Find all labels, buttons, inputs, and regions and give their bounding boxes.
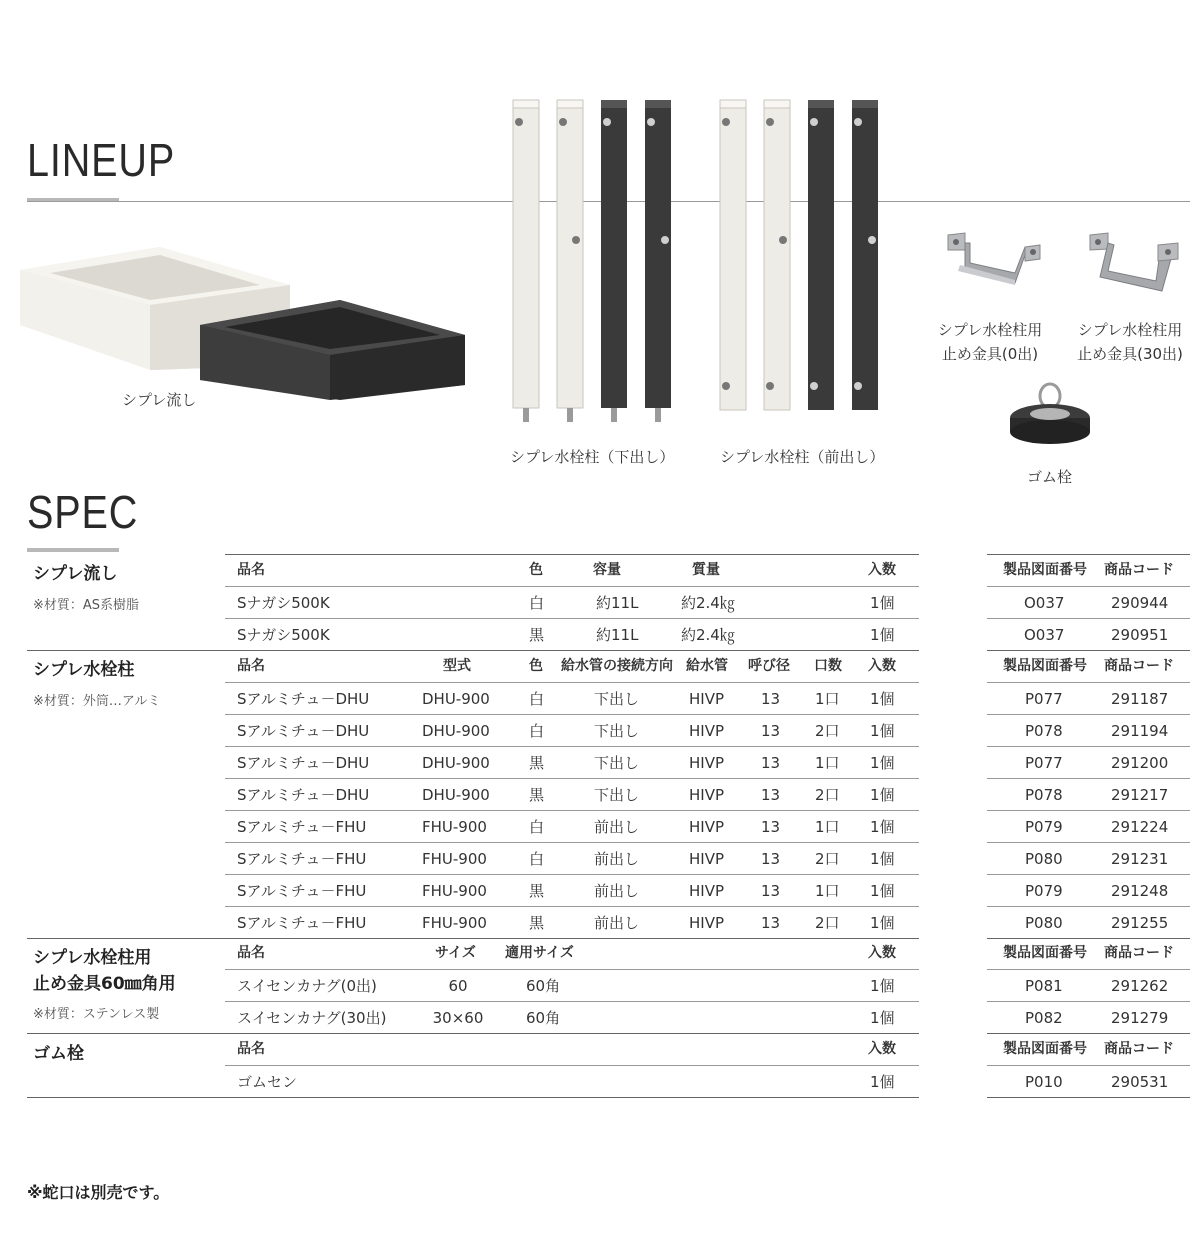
cell-model: FHU-900 (422, 914, 487, 932)
post-front-caption: シプレ水栓柱（前出し） (720, 448, 885, 466)
group-sink-note: ※材質：AS系樹脂 (33, 598, 140, 613)
cell-model: FHU-900 (422, 882, 487, 900)
cell-ports: 1口 (815, 690, 840, 708)
cell-color: 白 (529, 690, 545, 708)
cell-drawing: P079 (1025, 882, 1063, 900)
col-fit: 適用サイズ (505, 945, 574, 961)
col-name: 品名 (237, 658, 265, 674)
cell-color: 白 (529, 850, 545, 868)
bracket-0-caption-line1: シプレ水栓柱用 (937, 321, 1043, 339)
post-white-4 (764, 100, 790, 410)
cell-size: 13 (761, 914, 781, 932)
col-drawing: 製品図面番号 (1003, 945, 1087, 961)
cell-model: FHU-900 (422, 818, 487, 836)
table-header-row (0, 650, 1200, 682)
cell-qty: 1個 (870, 594, 895, 612)
cell-ports: 2口 (815, 850, 840, 868)
col-color: 色 (529, 658, 543, 674)
cell-size: 13 (761, 754, 781, 772)
cell-fit: 60角 (526, 977, 561, 995)
cell-pipe: HIVP (689, 722, 725, 740)
table-row (0, 843, 1200, 875)
table-row (0, 875, 1200, 907)
cell-model: DHU-900 (422, 690, 490, 708)
cell-direction: 前出し (594, 850, 640, 868)
cell-name: Sアルミチュ－FHU (237, 850, 367, 868)
cell-code: 291194 (1111, 722, 1169, 740)
cell-color: 黒 (529, 786, 545, 804)
col-model: 型式 (443, 658, 471, 674)
group-plug-title: ゴム栓 (33, 1044, 84, 1064)
sink-illustration (10, 245, 480, 405)
col-qty: 入数 (868, 658, 896, 674)
cell-qty: 1個 (870, 626, 895, 644)
col-size: 呼び径 (748, 658, 790, 674)
cell-fit: 60角 (526, 1009, 561, 1027)
cell-ports: 1口 (815, 754, 840, 772)
cell-code: 291262 (1111, 977, 1169, 995)
cell-drawing: P078 (1025, 786, 1063, 804)
cell-capacity: 約11L (596, 594, 639, 612)
cell-code: 290944 (1111, 594, 1169, 612)
cell-name: Sアルミチュ－DHU (237, 786, 370, 804)
col-ports: 口数 (814, 658, 842, 674)
cell-pipe: HIVP (689, 914, 725, 932)
cell-size: 30×60 (432, 1009, 484, 1027)
table-row (0, 970, 1200, 1002)
table-header-row (0, 937, 1200, 969)
bracket-30-caption (1060, 318, 1200, 366)
cell-qty: 1個 (870, 722, 895, 740)
cell-name: スイセンカナグ(30出) (237, 1009, 387, 1027)
cell-qty: 1個 (870, 882, 895, 900)
spec-title: SPEC (27, 486, 139, 538)
cell-mass: 約2.4㎏ (681, 626, 735, 644)
col-code: 商品コード (1104, 1041, 1174, 1057)
cell-drawing: O037 (1024, 594, 1065, 612)
col-size: サイズ (435, 945, 476, 961)
cell-code: 290951 (1111, 626, 1169, 644)
group-post-title: シプレ水栓柱 (33, 660, 135, 680)
cell-code: 291255 (1111, 914, 1169, 932)
cell-code: 291217 (1111, 786, 1169, 804)
col-pipe: 給水管 (686, 658, 728, 674)
cell-color: 白 (529, 594, 545, 612)
cell-model: DHU-900 (422, 754, 490, 772)
cell-drawing: P080 (1025, 914, 1063, 932)
cell-code: 291231 (1111, 850, 1169, 868)
rubber-plug-illustration (1002, 378, 1092, 458)
post-black-2 (645, 100, 671, 422)
cell-drawing: P081 (1025, 977, 1063, 995)
post-black-1 (601, 100, 627, 422)
col-mass: 質量 (692, 562, 720, 578)
cell-code: 291187 (1111, 690, 1169, 708)
cell-direction: 下出し (594, 754, 640, 772)
bracket-0-caption-line2: 止め金具(0出) (941, 345, 1039, 363)
plug-caption: ゴム栓 (1027, 468, 1073, 486)
cell-name: Sアルミチュ－DHU (237, 690, 370, 708)
table-row (0, 619, 1200, 651)
table-header-row (0, 1033, 1200, 1065)
cell-code: 291200 (1111, 754, 1169, 772)
col-qty: 入数 (868, 1041, 896, 1057)
cell-pipe: HIVP (689, 786, 725, 804)
cell-drawing: P010 (1025, 1073, 1063, 1091)
cell-name: スイセンカナグ(0出) (237, 977, 377, 995)
col-code: 商品コード (1104, 945, 1174, 961)
bracket-30-caption-line2: 止め金具(30出) (1077, 345, 1183, 363)
cell-color: 黒 (529, 914, 545, 932)
table-right-bottom-rule (987, 1097, 1190, 1098)
col-direction: 給水管の接続方向 (561, 658, 673, 674)
cell-code: 291248 (1111, 882, 1169, 900)
col-qty: 入数 (868, 562, 896, 578)
table-row (0, 811, 1200, 843)
cell-size: 13 (761, 690, 781, 708)
col-name: 品名 (237, 1041, 265, 1057)
cell-pipe: HIVP (689, 818, 725, 836)
table-bottom-rule (27, 1097, 919, 1098)
cell-size: 60 (448, 977, 468, 995)
cell-drawing: P080 (1025, 850, 1063, 868)
cell-model: DHU-900 (422, 722, 490, 740)
bracket-0-caption (920, 318, 1060, 366)
group-bracket-title-line1: シプレ水栓柱用 (33, 948, 152, 968)
post-down-caption: シプレ水栓柱（下出し） (510, 448, 675, 466)
cell-color: 黒 (529, 754, 545, 772)
post-white-3 (720, 100, 746, 410)
group-bracket-note: ※材質：ステンレス製 (33, 1007, 160, 1022)
sink-caption: シプレ流し (122, 391, 197, 409)
table-row (0, 683, 1200, 715)
cell-ports: 1口 (815, 882, 840, 900)
cell-size: 13 (761, 818, 781, 836)
cell-qty: 1個 (870, 1073, 895, 1091)
group-post-note: ※材質：外筒…アルミ (33, 694, 161, 709)
cell-ports: 1口 (815, 818, 840, 836)
cell-name: Sナガシ500K (237, 626, 330, 644)
col-capacity: 容量 (593, 562, 621, 578)
col-code: 商品コード (1104, 658, 1174, 674)
cell-ports: 2口 (815, 914, 840, 932)
cell-direction: 前出し (594, 818, 640, 836)
bracket-0-illustration (940, 225, 1060, 295)
cell-name: Sアルミチュ－DHU (237, 722, 370, 740)
cell-color: 黒 (529, 882, 545, 900)
cell-color: 白 (529, 722, 545, 740)
col-name: 品名 (237, 945, 265, 961)
cell-drawing: P078 (1025, 722, 1063, 740)
col-name: 品名 (237, 562, 265, 578)
col-code: 商品コード (1104, 562, 1174, 578)
cell-qty: 1個 (870, 818, 895, 836)
cell-ports: 2口 (815, 722, 840, 740)
cell-direction: 前出し (594, 882, 640, 900)
post-black-4 (852, 100, 878, 410)
table-row (0, 779, 1200, 811)
cell-name: Sアルミチュ－FHU (237, 914, 367, 932)
cell-size: 13 (761, 850, 781, 868)
table-row (0, 907, 1200, 939)
group-bracket-title-line2: 止め金具60㎜角用 (33, 974, 176, 994)
col-drawing: 製品図面番号 (1003, 1041, 1087, 1057)
post-front-illustration (712, 98, 892, 418)
cell-name: Sアルミチュ－FHU (237, 818, 367, 836)
col-color: 色 (529, 562, 543, 578)
post-down-illustration (505, 98, 685, 428)
table-row (0, 1066, 1200, 1098)
cell-qty: 1個 (870, 850, 895, 868)
cell-size: 13 (761, 882, 781, 900)
group-sink-title: シプレ流し (33, 564, 118, 584)
bracket-30-illustration (1080, 225, 1200, 305)
cell-capacity: 約11L (596, 626, 639, 644)
cell-qty: 1個 (870, 690, 895, 708)
cell-color: 白 (529, 818, 545, 836)
cell-model: DHU-900 (422, 786, 490, 804)
cell-name: Sアルミチュ－FHU (237, 882, 367, 900)
col-drawing: 製品図面番号 (1003, 562, 1087, 578)
cell-name: ゴムセン (237, 1073, 298, 1091)
cell-code: 290531 (1111, 1073, 1169, 1091)
cell-drawing: P077 (1025, 690, 1063, 708)
cell-pipe: HIVP (689, 850, 725, 868)
table-row (0, 587, 1200, 619)
bracket-30-caption-line1: シプレ水栓柱用 (1077, 321, 1183, 339)
cell-direction: 下出し (594, 722, 640, 740)
cell-size: 13 (761, 722, 781, 740)
table-header-row (0, 554, 1200, 586)
lineup-title: LINEUP (27, 134, 176, 186)
post-white-2 (557, 100, 583, 422)
footnote: ※蛇口は別売です。 (27, 1183, 170, 1202)
cell-qty: 1個 (870, 914, 895, 932)
col-qty: 入数 (868, 945, 896, 961)
cell-drawing: P077 (1025, 754, 1063, 772)
spec-title-underline (27, 548, 119, 552)
cell-code: 291279 (1111, 1009, 1169, 1027)
cell-code: 291224 (1111, 818, 1169, 836)
post-white-1 (513, 100, 539, 422)
cell-direction: 前出し (594, 914, 640, 932)
col-drawing: 製品図面番号 (1003, 658, 1087, 674)
cell-qty: 1個 (870, 786, 895, 804)
cell-drawing: P082 (1025, 1009, 1063, 1027)
cell-name: Sアルミチュ－DHU (237, 754, 370, 772)
cell-color: 黒 (529, 626, 545, 644)
cell-pipe: HIVP (689, 754, 725, 772)
cell-mass: 約2.4㎏ (681, 594, 735, 612)
cell-pipe: HIVP (689, 882, 725, 900)
cell-drawing: O037 (1024, 626, 1065, 644)
table-row (0, 715, 1200, 747)
post-black-3 (808, 100, 834, 410)
cell-name: Sナガシ500K (237, 594, 330, 612)
cell-drawing: P079 (1025, 818, 1063, 836)
cell-direction: 下出し (594, 786, 640, 804)
cell-qty: 1個 (870, 1009, 895, 1027)
table-row (0, 747, 1200, 779)
cell-pipe: HIVP (689, 690, 725, 708)
table-row (0, 1002, 1200, 1034)
cell-ports: 2口 (815, 786, 840, 804)
cell-direction: 下出し (594, 690, 640, 708)
cell-qty: 1個 (870, 754, 895, 772)
cell-model: FHU-900 (422, 850, 487, 868)
cell-size: 13 (761, 786, 781, 804)
cell-qty: 1個 (870, 977, 895, 995)
